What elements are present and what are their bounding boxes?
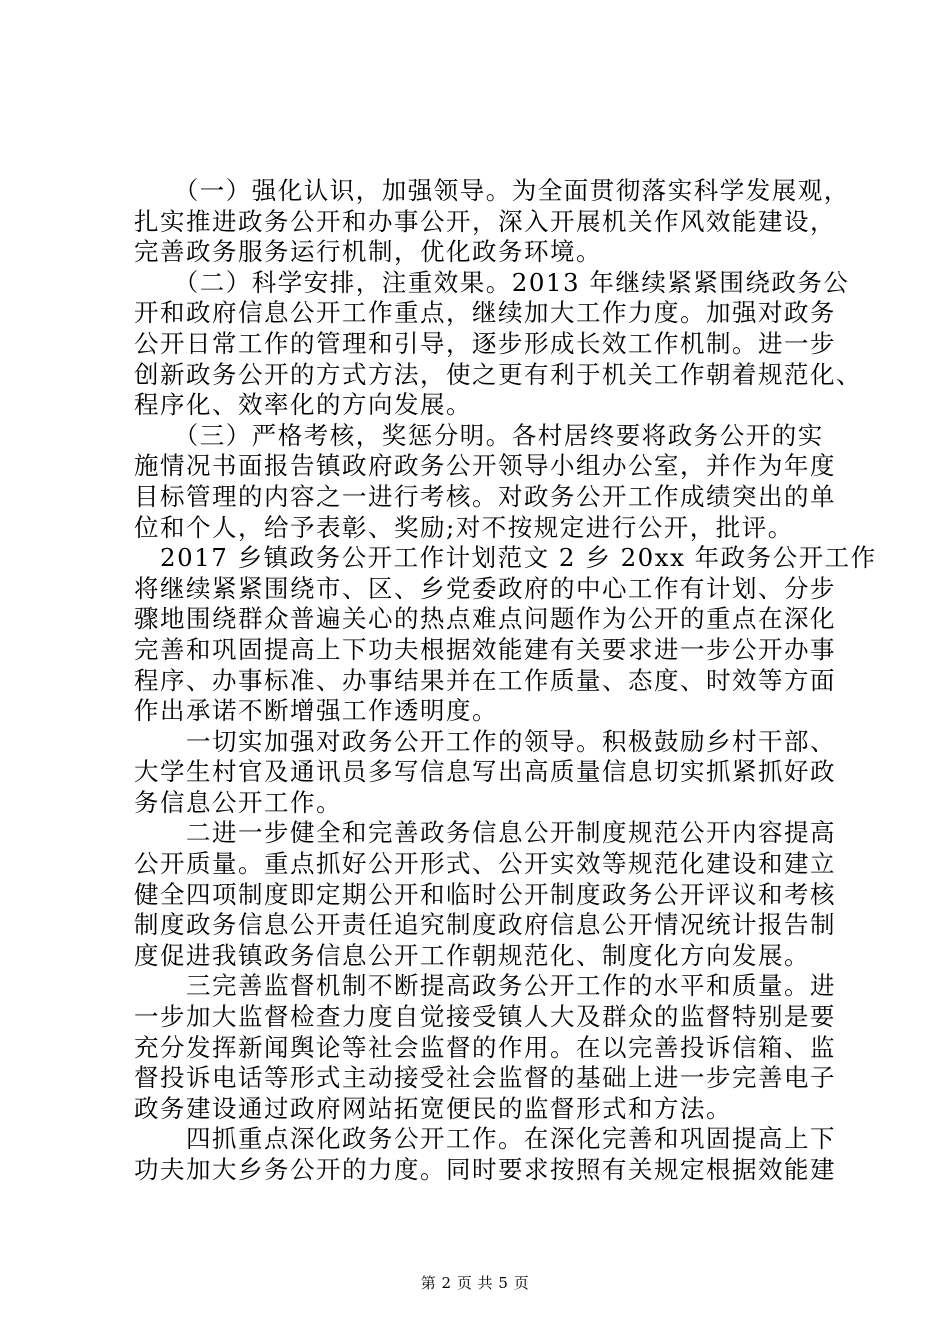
text-line: 一步加大监督检查力度自觉接受镇人大及群众的监督特别是要 bbox=[134, 1002, 836, 1032]
text-line: 目标管理的内容之一进行考核。对政务公开工作成绩突出的单 bbox=[134, 481, 836, 511]
text-line: 施情况书面报告镇政府政务公开领导小组办公室，并作为年度 bbox=[134, 451, 836, 481]
text-line: 督投诉电话等形式主动接受社会监督的基础上进一步完善电子 bbox=[134, 1063, 836, 1093]
text-line: 大学生村官及通讯员多写信息写出高质量信息切实抓紧抓好政 bbox=[134, 757, 836, 787]
text-line: 骤地围绕群众普遍关心的热点难点问题作为公开的重点在深化 bbox=[134, 604, 836, 634]
text-line: 2017 乡镇政务公开工作计划范文 2 乡 20xx 年政务公开工作 bbox=[134, 543, 877, 573]
text-line: 度促进我镇政务信息公开工作朝规范化、制度化方向发展。 bbox=[134, 940, 810, 970]
document-body bbox=[134, 176, 877, 1186]
text-line: 制度政务信息公开责任追究制度政府信息公开情况统计报告制 bbox=[134, 910, 836, 940]
text-line: 二进一步健全和完善政务信息公开制度规范公开内容提高 bbox=[134, 818, 836, 848]
text-line: 充分发挥新闻舆论等社会监督的作用。在以完善投诉信箱、监 bbox=[134, 1032, 836, 1062]
text-line: 扎实推进政务公开和办事公开，深入开展机关作风效能建设， bbox=[134, 206, 836, 236]
text-line: 完善和巩固提高上下功夫根据效能建有关要求进一步公开办事 bbox=[134, 634, 836, 664]
text-line: 政务建设通过政府网站拓宽便民的监督形式和方法。 bbox=[134, 1093, 732, 1123]
text-line: 务信息公开工作。 bbox=[134, 787, 342, 817]
page-footer: 第 2 页 共 5 页 bbox=[420, 1274, 530, 1292]
text-line: 作出承诺不断增强工作透明度。 bbox=[134, 696, 498, 726]
text-line: 程序、办事标准、办事结果并在工作质量、态度、时效等方面 bbox=[134, 665, 836, 695]
text-line: （二）科学安排，注重效果。2013 年继续紧紧围绕政务公 bbox=[134, 267, 850, 297]
text-line: （三）严格考核，奖惩分明。各村居终要将政务公开的实 bbox=[134, 420, 824, 450]
text-line: 公开质量。重点抓好公开形式、公开实效等规范化建设和建立 bbox=[134, 849, 836, 879]
text-line: 一切实加强对政务公开工作的领导。积极鼓励乡村干部、 bbox=[134, 726, 836, 756]
text-line: （一）强化认识，加强领导。为全面贯彻落实科学发展观， bbox=[134, 176, 850, 205]
text-line: 三完善监督机制不断提高政务公开工作的水平和质量。进 bbox=[134, 971, 836, 1001]
text-line: 创新政务公开的方式方法，使之更有利于机关工作朝着规范化、 bbox=[134, 359, 862, 389]
text-line: 位和个人，给予表彰、奖励;对不按规定进行公开，批评。 bbox=[134, 512, 794, 542]
text-line: 程序化、效率化的方向发展。 bbox=[134, 390, 472, 420]
text-line: 健全四项制度即定期公开和临时公开制度政务公开评议和考核 bbox=[134, 879, 836, 909]
text-line: 完善政务服务运行机制，优化政务环境。 bbox=[134, 237, 602, 267]
text-line: 四抓重点深化政务公开工作。在深化完善和巩固提高上下 bbox=[134, 1124, 836, 1154]
text-line: 开和政府信息公开工作重点，继续加大工作力度。加强对政务 bbox=[134, 298, 836, 328]
text-line: 功夫加大乡务公开的力度。同时要求按照有关规定根据效能建 bbox=[134, 1155, 836, 1184]
text-line: 公开日常工作的管理和引导，逐步形成长效工作机制。进一步 bbox=[134, 328, 836, 358]
text-line: 将继续紧紧围绕市、区、乡党委政府的中心工作有计划、分步 bbox=[134, 573, 836, 603]
